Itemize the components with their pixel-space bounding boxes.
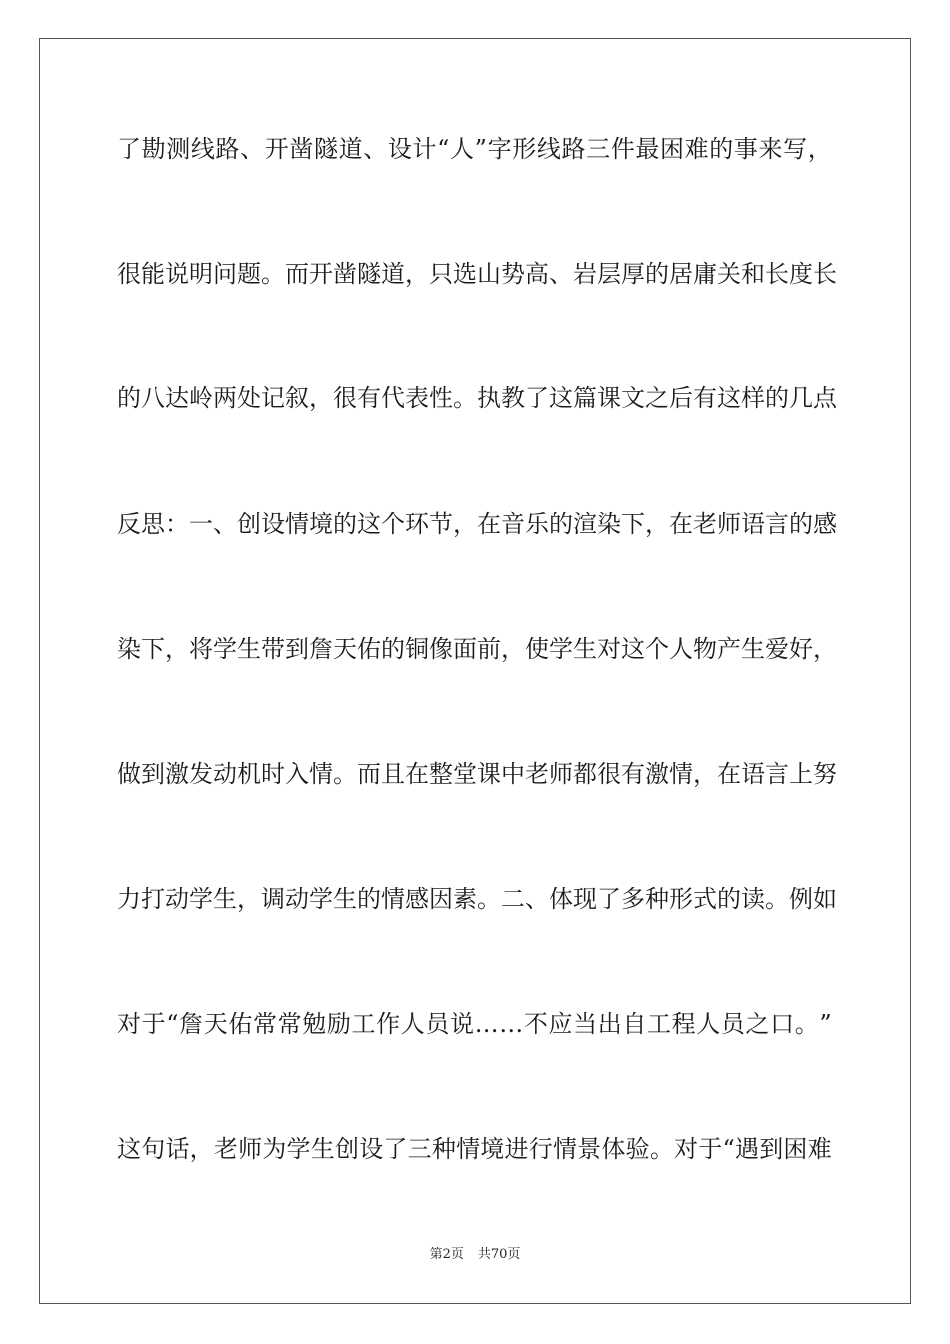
body-line-6: 做 到 激 发 动 机 时 入 情 。 而 且 在 整 堂 课 中 老 师 都 很 有 激 情 ， 在 语 言 上 努: [117, 760, 837, 788]
body-line-7: 力 打 动 学 生 ， 调 动 学 生 的 情 感 因 素 。 二 、 体 现 了 多 种 形 式 的 读 。 例 如: [117, 885, 837, 913]
body-line-8: 对 于 “ 詹 天 佑 常 常 勉 励 工 作 人 员 说 … … 不 应 当 出 自 工 程 人 员 之 口 。 ”: [117, 1010, 832, 1038]
body-line-3: 的 八 达 岭 两 处 记 叙 ， 很 有 代 表 性 。 执 教 了 这 篇 课 文 之 后 有 这 样 的 几 点: [117, 384, 837, 412]
total-pages: 共70页: [477, 1247, 521, 1262]
body-line-4: 反 思 ： 一 、 创 设 情 境 的 这 个 环 节 ， 在 音 乐 的 渲 染 下 ， 在 老 师 语 言 的 感: [117, 510, 837, 538]
body-line-2: 很 能 说 明 问 题 。 而 开 凿 隧 道 ， 只 选 山 势 高 、 岩 层 厚 的 居 庸 关 和 长 度 长: [117, 260, 837, 288]
page-border: [39, 38, 911, 1304]
page-footer: [0, 1246, 950, 1264]
body-line-5: 染 下 ， 将 学 生 带 到 詹 天 佑 的 铜 像 面 前 ， 使 学 生 对 这 个 人 物 产 生 爱 好 ，: [117, 635, 837, 663]
body-line-9: 这 句 话 ， 老 师 为 学 生 创 设 了 三 种 情 境 进 行 情 景 体 验 。 对 于 “ 遇 到 困 难: [117, 1135, 832, 1163]
page-number: 第2页: [429, 1247, 464, 1262]
body-line-1: 了 勘 测 线 路 、 开 凿 隧 道 、 设 计 “ 人 ” 字 形 线 路 三 件 最 困 难 的 事 来 写 ，: [117, 135, 832, 163]
